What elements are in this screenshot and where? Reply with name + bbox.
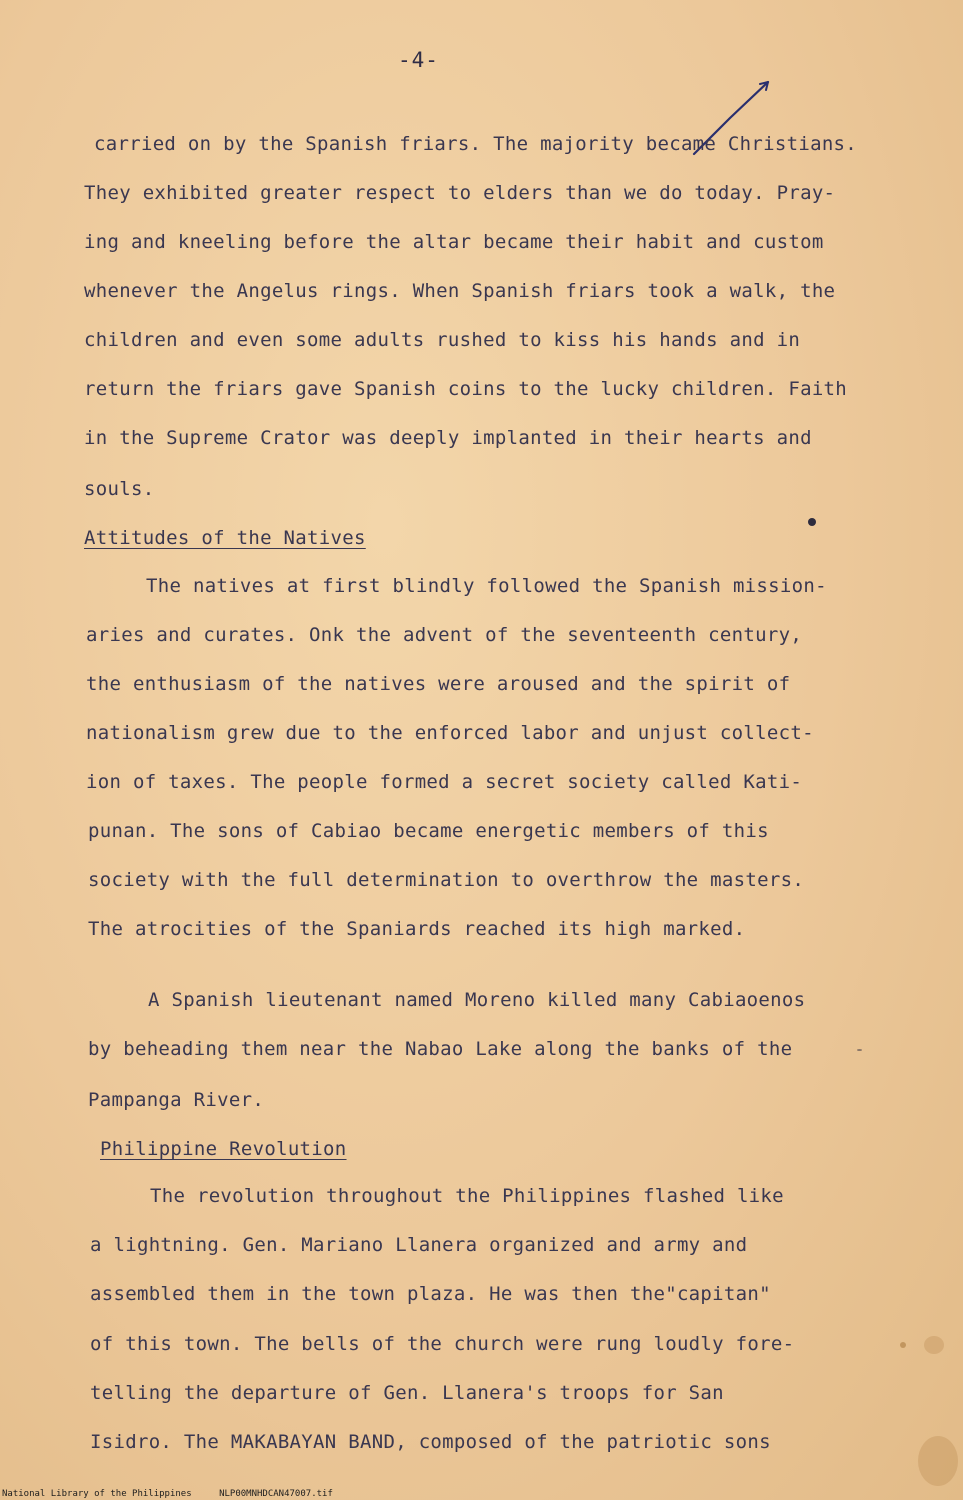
paragraph-2-line-7: society with the full determination to overthrow the masters. xyxy=(88,869,805,891)
paragraph-1-line-1: carried on by the Spanish friars. The majority became Christians. xyxy=(94,133,858,155)
ink-speck xyxy=(808,518,816,526)
section-heading-attitudes: Attitudes of the Natives xyxy=(84,527,366,549)
ink-speck xyxy=(857,1049,862,1051)
paragraph-4-line-5: telling the departure of Gen. Llanera's troops for San xyxy=(90,1382,724,1404)
paragraph-2-line-8: The atrocities of the Spaniards reached its high marked. xyxy=(88,918,746,940)
paper-stain xyxy=(918,1436,958,1486)
paper-stain xyxy=(924,1336,944,1354)
paragraph-1-line-2: They exhibited greater respect to elders than we do today. Pray- xyxy=(84,182,836,204)
paragraph-1-line-8: souls. xyxy=(84,478,155,500)
paragraph-3-line-1: A Spanish lieutenant named Moreno killed many Cabiaoenos xyxy=(148,989,806,1011)
paragraph-4-line-2: a lightning. Gen. Mariano Llanera organized and army and xyxy=(90,1234,748,1256)
page-number: -4- xyxy=(398,48,439,72)
paragraph-4-line-6: Isidro. The MAKABAYAN BAND, composed of the patriotic sons xyxy=(90,1431,771,1453)
paragraph-1-line-7: in the Supreme Crator was deeply implanted in their hearts and xyxy=(84,427,812,449)
paragraph-2-line-4: nationalism grew due to the enforced labor and unjust collect- xyxy=(86,722,814,744)
paragraph-1-line-5: children and even some adults rushed to kiss his hands and in xyxy=(84,329,801,351)
scan-footer xyxy=(2,1489,355,1499)
paragraph-4-line-4: of this town. The bells of the church were rung loudly fore- xyxy=(90,1333,795,1355)
paragraph-2-line-2: aries and curates. Onk the advent of the seventeenth century, xyxy=(86,624,803,646)
section-heading-revolution: Philippine Revolution xyxy=(100,1138,347,1160)
paragraph-3-line-2: by beheading them near the Nabao Lake along the banks of the xyxy=(88,1038,793,1060)
paragraph-1-line-3: ing and kneeling before the altar became their habit and custom xyxy=(84,231,824,253)
paragraph-2-line-3: the enthusiasm of the natives were aroused and the spirit of xyxy=(86,673,791,695)
paragraph-2-line-5: ion of taxes. The people formed a secret society called Kati- xyxy=(86,771,803,793)
paragraph-1-line-4: whenever the Angelus rings. When Spanish friars took a walk, the xyxy=(84,280,836,302)
footer-library: National Library of the Philippines xyxy=(2,1489,192,1499)
paragraph-4-line-3: assembled them in the town plaza. He was then the"capitan" xyxy=(90,1283,771,1305)
paragraph-2-line-1: The natives at first blindly followed the Spanish mission- xyxy=(146,575,827,597)
paragraph-3-line-3: Pampanga River. xyxy=(88,1089,265,1111)
paragraph-4-line-1: The revolution throughout the Philippines flashed like xyxy=(150,1185,784,1207)
paragraph-1-line-6: return the friars gave Spanish coins to the lucky children. Faith xyxy=(84,378,848,400)
footer-filename: NLP00MNHDCAN47007.tif xyxy=(219,1489,333,1499)
ink-speck xyxy=(900,1342,906,1348)
paragraph-2-line-6: punan. The sons of Cabiao became energetic members of this xyxy=(88,820,769,842)
